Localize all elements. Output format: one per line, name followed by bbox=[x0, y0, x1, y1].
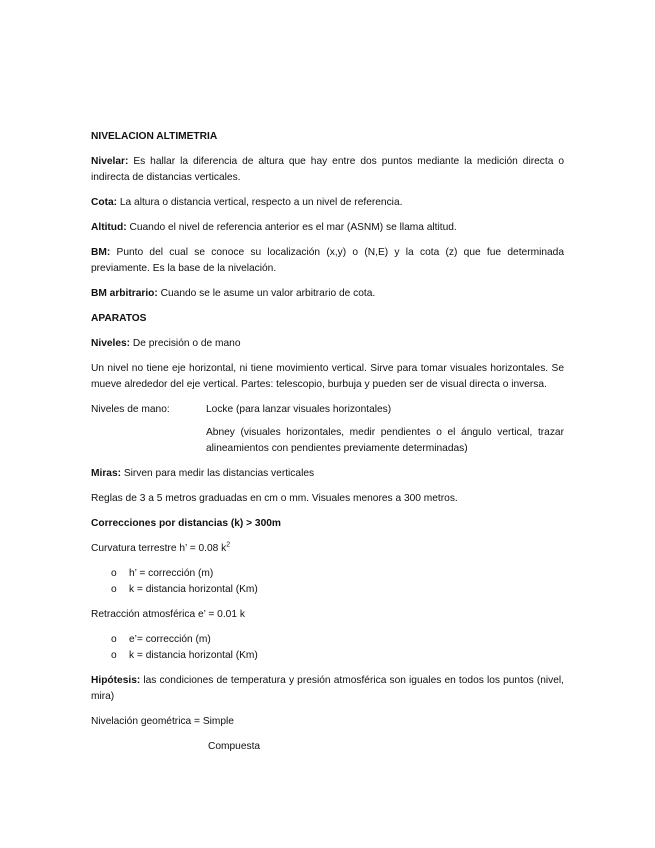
document-title: NIVELACION ALTIMETRIA bbox=[91, 131, 218, 142]
list-item: o k = distancia horizontal (Km) bbox=[91, 648, 564, 664]
list-item: o h’ = corrección (m) bbox=[91, 566, 564, 582]
nivelacion-simple: Nivelación geométrica = Simple bbox=[91, 716, 234, 727]
reglas-text: Reglas de 3 a 5 metros graduadas en cm o mm. Visuales menores a 300 metros. bbox=[91, 493, 458, 504]
list-item: o e’= corrección (m) bbox=[91, 632, 564, 648]
niveles-mano-abney: Abney (visuales horizontales, medir pendientes o el ángulo vertical, trazar alineamientos con pendientes previamente determinadas) bbox=[206, 427, 564, 454]
locke-text: Locke (para lanzar visuales horizontales) bbox=[206, 404, 392, 415]
bullet-icon: o bbox=[111, 634, 117, 645]
definition-niveles: Niveles: De precisión o de mano bbox=[91, 338, 241, 349]
definition-miras: Miras: Sirven para medir las distancias verticales bbox=[91, 468, 315, 479]
definition-bm-arbitrario: BM arbitrario: Cuando se le asume un valor arbitrario de cota. bbox=[91, 288, 376, 299]
niveles-mano-label: Niveles de mano: bbox=[91, 404, 170, 415]
definition-nivelar: Nivelar: Es hallar la diferencia de altura que hay entre dos puntos mediante la medición directa o indirecta de distancias verticales. bbox=[91, 156, 564, 183]
document-body bbox=[91, 129, 564, 764]
hipotesis-text: Hipótesis: las condiciones de temperatura y presión atmosférica son iguales en todos los puntos (nivel, mira) bbox=[91, 675, 564, 702]
nivelacion-compuesta: Compuesta bbox=[208, 741, 261, 752]
bullet-icon: o bbox=[111, 650, 117, 661]
retraccion-formula: Retracción atmosférica e’ = 0.01 k bbox=[91, 609, 245, 620]
section-heading-aparatos: APARATOS bbox=[91, 313, 147, 324]
list-item: o k = distancia horizontal (Km) bbox=[91, 582, 564, 598]
correcciones-heading: Correcciones por distancias (k) > 300m bbox=[91, 518, 281, 529]
definition-bm: BM: Punto del cual se conoce su localización (x,y) o (N,E) y la cota (z) que fue determinada previamente. Es la base de la nivelación. bbox=[91, 247, 564, 274]
niveles-description: Un nivel no tiene eje horizontal, ni tiene movimiento vertical. Sirve para tomar visuales horizontales. Se mueve alrededor del eje vertical. Partes: telescopio, burbuja y pueden ser de visual directa o inversa. bbox=[91, 363, 564, 390]
definition-altitud: Altitud: Cuando el nivel de referencia anterior es el mar (ASNM) se llama altitud. bbox=[91, 222, 457, 233]
definition-cota: Cota: La altura o distancia vertical, respecto a un nivel de referencia. bbox=[91, 197, 403, 208]
bullet-icon: o bbox=[111, 568, 117, 579]
curvatura-formula: Curvatura terrestre h’ = 0.08 $k^2$ bbox=[91, 541, 231, 554]
curvatura-list bbox=[91, 566, 564, 598]
niveles-mano-locke bbox=[91, 402, 564, 418]
retraccion-list bbox=[91, 632, 564, 664]
bullet-icon: o bbox=[111, 584, 117, 595]
